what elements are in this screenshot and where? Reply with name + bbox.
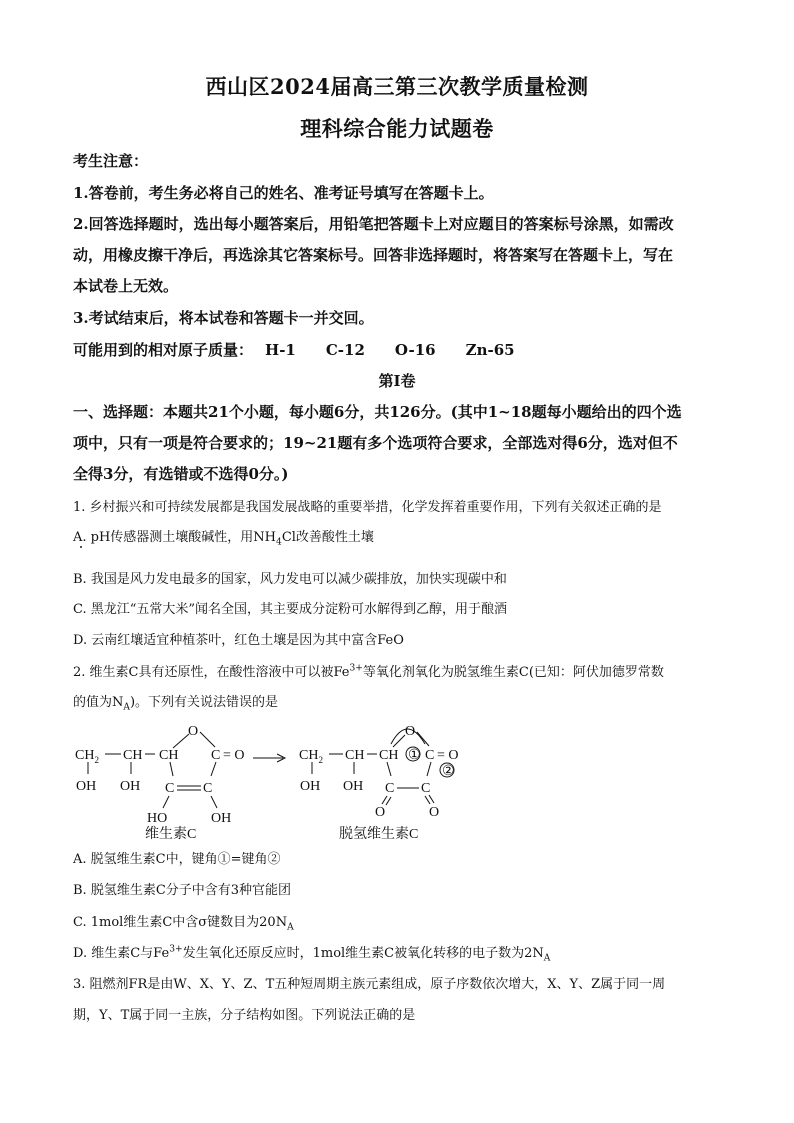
ch2-label: $CH_2$	[299, 748, 323, 765]
q2-stem-line-1: 2. 维生素C具有还原性，在酸性溶液中可以被$Fe^{3+}$等氧化剂氧化为脱氢维生素C(已知：阿伏加德罗常数	[73, 663, 664, 680]
q1-option-d: D. 云南红壤适宜种植茶叶，红色土壤是因为其中富含FeO	[73, 633, 404, 648]
carbonyl-o-label: = O	[437, 748, 459, 763]
vitamin-c-reaction-diagram	[73, 714, 473, 840]
carbonyl-c-label: C	[211, 748, 221, 763]
q1-option-b: B. 我国是风力发电最多的国家，风力发电可以减少碳排放，加快实现碳中和	[73, 572, 507, 587]
stray-dot	[80, 546, 82, 548]
dehydro-vitamin-c-label: 脱氢维生素C	[339, 827, 419, 840]
atomic-mass-h: H-1	[265, 341, 296, 359]
bond	[417, 732, 429, 746]
section-intro-line-3: 全得3分，有选错或不选得0分。)	[73, 465, 289, 483]
atomic-mass-label: 可能用到的相对原子质量：	[73, 341, 254, 359]
q3-stem-line-2: 期，Y、T属于同一主族，分子结构如图。下列说法正确的是	[73, 1008, 416, 1023]
ho-label: HO	[147, 811, 168, 826]
notice-item-1: 1.答卷前，考生务必将自己的姓名、准考证号填写在答题卡上。	[73, 184, 494, 202]
ch-label: CH	[123, 748, 143, 763]
ring-ch-label: CH	[379, 748, 399, 763]
ring-c-label: C	[165, 781, 175, 796]
section-intro-line-2: 项中，只有一项是符合要求的；19~21题有多个选项符合要求，全部选对得6分，选对但不	[73, 434, 678, 452]
ketone-o-label: O	[375, 805, 386, 820]
bond	[427, 762, 431, 776]
double-bond	[386, 797, 391, 805]
ring-ch-label: CH	[159, 748, 179, 763]
q2-option-c: C. 1mol维生素C中含σ键数目为$20N_A$	[73, 915, 294, 933]
notice-item-2-line-2: 动，用橡皮擦干净后，再选涂其它答案标号。回答非选择题时，将答案写在答题卡上，写在	[73, 246, 674, 264]
oh-label: OH	[211, 811, 232, 826]
double-bond	[382, 796, 387, 804]
q1-option-c: C. 黑龙江“五常大米”闻名全国，其主要成分淀粉可水解得到乙醇，用于酿酒	[73, 602, 508, 617]
q2-option-b: B. 脱氢维生素C分子中含有3种官能团	[73, 883, 292, 898]
ketone-o-label: O	[429, 805, 440, 820]
exam-title: 西山区2024届高三第三次教学质量检测	[205, 74, 589, 99]
bond	[211, 796, 217, 808]
ring-c-label: C	[385, 781, 395, 796]
notice-item-2-line-3: 本试卷上无效。	[73, 277, 179, 295]
double-bond	[429, 795, 434, 803]
notice-item-3: 3.考试结束后，将本试卷和答题卡一并交回。	[73, 309, 374, 327]
oh-label: OH	[76, 779, 97, 794]
bond	[211, 762, 216, 776]
oh-label: OH	[343, 779, 364, 794]
ring-o-label: O	[405, 724, 416, 739]
bond	[393, 735, 405, 747]
q2-option-d: D. 维生素C与$Fe^{3+}$发生氧化还原反应时，1mol维生素C被氧化转移的电子数为$2N_A$	[73, 944, 551, 964]
bond	[170, 762, 173, 776]
oh-label: OH	[300, 779, 321, 794]
ch2-label: $CH_2$	[75, 748, 99, 765]
vitamin-c-label: 维生素C	[145, 827, 197, 840]
ch-label: CH	[345, 748, 365, 763]
volume-heading: 第Ⅰ卷	[378, 372, 416, 390]
exam-subtitle: 理科综合能力试题卷	[300, 116, 494, 141]
bond	[173, 734, 189, 748]
ring-o-label: O	[188, 724, 199, 739]
bond	[387, 762, 391, 776]
atomic-mass-o: O-16	[394, 341, 436, 359]
q1-option-a: A. pH传感器测土壤酸碱性，用$NH_4Cl$改善酸性土壤	[73, 530, 374, 548]
notice-heading: 考生注意：	[73, 152, 149, 170]
carbonyl-o-label: = O	[223, 748, 245, 763]
section-intro-line-1: 一、选择题：本题共21个小题，每小题6分，共126分。(其中1~18题每小题给出的四个选	[73, 403, 682, 421]
atomic-mass-zn: Zn-65	[465, 341, 515, 359]
double-bond	[425, 796, 430, 804]
q2-stem-line-2: 的值为$N_A$)。下列有关说法错误的是	[73, 695, 279, 713]
atomic-mass-c: C-12	[325, 341, 365, 359]
bond	[163, 796, 169, 808]
q1-stem: 1. 乡村振兴和可持续发展都是我国发展战略的重要举措，化学发挥着重要作用，下列有关叙述正确的是	[73, 500, 662, 515]
carbonyl-c-label: C	[425, 748, 435, 763]
q2-option-a: A. 脱氢维生素C中，键角①=键角②	[73, 852, 281, 867]
q3-stem-line-1: 3. 阻燃剂FR是由W、X、Y、Z、T五种短周期主族元素组成，原子序数依次增大，X、Y、Z属于同一周	[73, 977, 666, 992]
bond	[200, 732, 215, 747]
ring-c-label: C	[203, 781, 213, 796]
notice-item-2-line-1: 2.回答选择题时，选出每小题答案后，用铅笔把答题卡上对应题目的答案标号涂黑，如需改	[73, 215, 674, 233]
ring-c-label: C	[421, 781, 431, 796]
oh-label: OH	[120, 779, 141, 794]
angle-2-label: ②	[442, 764, 455, 779]
atomic-mass-line	[73, 339, 733, 360]
angle-1-label: ①	[408, 748, 421, 763]
